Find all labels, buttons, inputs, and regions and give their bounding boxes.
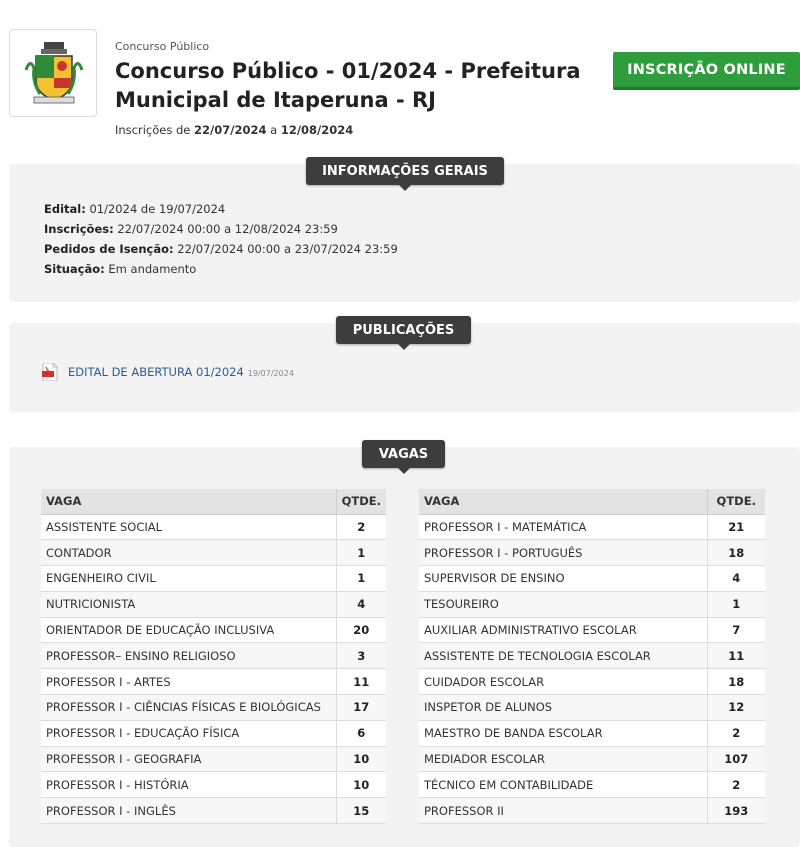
vacancy-quantity: 4: [336, 591, 386, 617]
vacancy-name: AUXILIAR ADMINISTRATIVO ESCOLAR: [419, 617, 707, 643]
table-row: [419, 695, 765, 721]
vacancy-quantity: 4: [707, 566, 765, 592]
vacancy-quantity: 11: [707, 643, 765, 669]
vacancy-name: CONTADOR: [41, 540, 336, 566]
vacancy-quantity: 3: [336, 643, 386, 669]
info-situacao: [44, 259, 398, 279]
dates-prefix: Inscrições de: [115, 123, 195, 137]
city-coat-of-arms-icon: [24, 40, 84, 106]
vacancy-name: TESOUREIRO: [419, 591, 707, 617]
table-row: [41, 617, 386, 643]
page-header: [0, 0, 800, 150]
vacancy-quantity: 17: [336, 695, 386, 721]
table-row: [41, 798, 386, 824]
info-inscricoes: [44, 219, 398, 239]
info-situacao-key: Situação:: [44, 262, 105, 276]
vacancy-name: ORIENTADOR DE EDUCAÇÃO INCLUSIVA: [41, 617, 336, 643]
table-row: [419, 566, 765, 592]
table-row: [419, 746, 765, 772]
vacancy-name: INSPETOR DE ALUNOS: [419, 695, 707, 721]
vacancy-quantity: 107: [707, 746, 765, 772]
table-row: [41, 540, 386, 566]
info-inscricoes-key: Inscrições:: [44, 222, 114, 236]
online-registration-button[interactable]: INSCRIÇÃO ONLINE: [613, 52, 800, 90]
info-edital: [44, 199, 398, 219]
table-row: [41, 591, 386, 617]
vacancy-quantity: 2: [707, 772, 765, 798]
vacancy-name: PROFESSOR I - EDUCAÇÃO FÍSICA: [41, 720, 336, 746]
vacancy-name: SUPERVISOR DE ENSINO: [419, 566, 707, 592]
vacancy-quantity: 11: [336, 669, 386, 695]
info-isencao-key: Pedidos de Isenção:: [44, 242, 174, 256]
info-edital-value: 01/2024 de 19/07/2024: [85, 202, 226, 216]
table-row: [419, 720, 765, 746]
vacancy-quantity: 10: [336, 746, 386, 772]
table-row: [41, 643, 386, 669]
table-row: [419, 643, 765, 669]
date-start: 22/07/2024: [194, 123, 267, 137]
vacancy-quantity: 18: [707, 669, 765, 695]
table-header-row: [419, 489, 765, 514]
vacancy-name: ENGENHEIRO CIVIL: [41, 566, 336, 592]
vacancies-table-right: [419, 489, 765, 824]
vacancies-table-left: [41, 489, 386, 824]
publications-label: PUBLICAÇÕES: [336, 316, 471, 344]
general-info-list: [44, 199, 398, 279]
general-info-panel: [9, 164, 800, 302]
table-row: [419, 669, 765, 695]
publication-item[interactable]: [42, 363, 294, 381]
vacancy-name: PROFESSOR I - PORTUGUÊS: [419, 540, 707, 566]
page-kicker: Concurso Público: [115, 40, 210, 53]
vacancy-name: CUIDADOR ESCOLAR: [419, 669, 707, 695]
dates-mid: a: [266, 123, 281, 137]
table-row: [419, 772, 765, 798]
info-situacao-value: Em andamento: [104, 262, 197, 276]
table-row: [419, 798, 765, 824]
general-info-label: INFORMAÇÕES GERAIS: [306, 157, 504, 185]
vacancy-name: TÉCNICO EM CONTABILIDADE: [419, 772, 707, 798]
vacancies-label: VAGAS: [362, 440, 445, 468]
vacancy-quantity: 20: [336, 617, 386, 643]
table-row: [41, 720, 386, 746]
vacancy-quantity: 1: [336, 540, 386, 566]
vacancy-name: PROFESSOR I - CIÊNCIAS FÍSICAS E BIOLÓGICAS: [41, 695, 336, 721]
info-isencao-value: 22/07/2024 00:00 a 23/07/2024 23:59: [173, 242, 398, 256]
table-row: [41, 566, 386, 592]
table-row: [419, 591, 765, 617]
table-row: [41, 669, 386, 695]
vacancies-panel: [9, 447, 800, 847]
info-isencao: [44, 239, 398, 259]
vacancy-quantity: 10: [336, 772, 386, 798]
vacancy-name: PROFESSOR II: [419, 798, 707, 824]
column-header-qtde: QTDE.: [336, 489, 386, 514]
table-row: [419, 514, 765, 540]
column-header-qtde: QTDE.: [707, 489, 765, 514]
vacancy-quantity: 15: [336, 798, 386, 824]
vacancy-name: PROFESSOR I - GEOGRAFIA: [41, 746, 336, 772]
vacancy-quantity: 2: [336, 514, 386, 540]
column-header-vaga: VAGA: [419, 489, 707, 514]
vacancy-quantity: 21: [707, 514, 765, 540]
table-row: [41, 746, 386, 772]
table-row: [419, 617, 765, 643]
column-header-vaga: VAGA: [41, 489, 336, 514]
table-row: [419, 540, 765, 566]
publications-panel: [9, 323, 800, 412]
city-logo: [9, 29, 97, 117]
table-row: [41, 772, 386, 798]
table-row: [41, 514, 386, 540]
vacancy-quantity: 6: [336, 720, 386, 746]
registration-dates: [115, 123, 353, 137]
page-title: Concurso Público - 01/2024 - Prefeitura Municipal de Itaperuna - RJ: [115, 59, 581, 112]
vacancy-name: MEDIADOR ESCOLAR: [419, 746, 707, 772]
vacancy-name: NUTRICIONISTA: [41, 591, 336, 617]
date-end: 12/08/2024: [280, 123, 354, 137]
vacancy-name: ASSISTENTE DE TECNOLOGIA ESCOLAR: [419, 643, 707, 669]
table-header-row: [41, 489, 386, 514]
info-inscricoes-value: 22/07/2024 00:00 a 12/08/2024 23:59: [113, 222, 338, 236]
vacancy-name: PROFESSOR I - MATEMÁTICA: [419, 514, 707, 540]
vacancy-quantity: 12: [707, 695, 765, 721]
vacancy-name: PROFESSOR– ENSINO RELIGIOSO: [41, 643, 336, 669]
vacancy-quantity: 2: [707, 720, 765, 746]
vacancy-name: MAESTRO DE BANDA ESCOLAR: [419, 720, 707, 746]
publication-date: 19/07/2024: [247, 369, 294, 378]
vacancy-quantity: 7: [707, 617, 765, 643]
vacancy-name: PROFESSOR I - INGLÊS: [41, 798, 336, 824]
vacancy-name: ASSISTENTE SOCIAL: [41, 514, 336, 540]
vacancy-name: PROFESSOR I - ARTES: [41, 669, 336, 695]
table-row: [41, 695, 386, 721]
info-edital-key: Edital:: [44, 202, 86, 216]
vacancy-quantity: 1: [707, 591, 765, 617]
vacancy-quantity: 18: [707, 540, 765, 566]
vacancy-quantity: 193: [707, 798, 765, 824]
vacancy-quantity: 1: [336, 566, 386, 592]
publication-link[interactable]: EDITAL DE ABERTURA 01/2024: [68, 365, 244, 379]
pdf-icon: [42, 363, 58, 381]
vacancy-name: PROFESSOR I - HISTÓRIA: [41, 772, 336, 798]
